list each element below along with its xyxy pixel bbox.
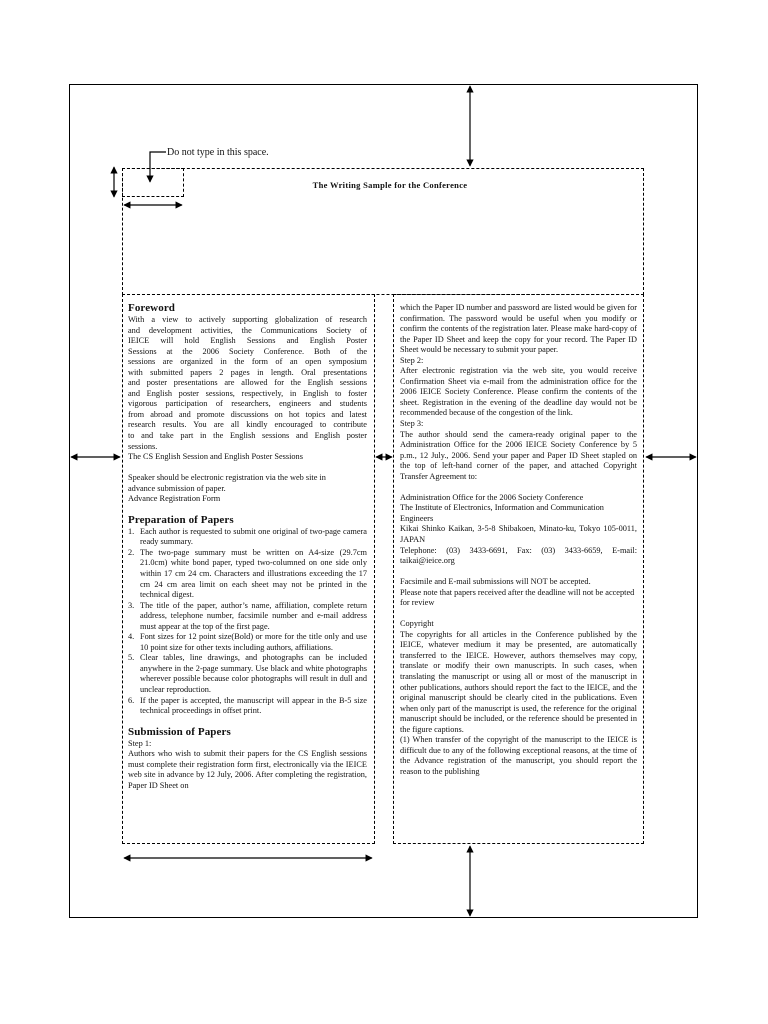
foreword-line: to and take part in the English sessions and English poster xyxy=(128,431,367,441)
speaker-line: Speaker should be electronic registration via the web site in xyxy=(128,473,326,483)
step3-label: Step 3: xyxy=(400,419,424,429)
item-text: Each author is requested to submit one original of two-page camera ready summary. xyxy=(140,526,367,547)
preparation-heading: Preparation of Papers xyxy=(128,513,234,526)
confirmation-paragraph: After electronic registration via the web site, you would receive Confirmation Sheet via e-mail from the administration office for the 2006 IEICE Society Conference. Please confirm the contents of the sheet. Registration in the evening of the deadline day would not be recommended because of the congestion of the link. xyxy=(400,366,637,418)
item-number: 1. xyxy=(128,526,135,536)
institute-line: The Institute of Electronics, Information and Communication Engineers xyxy=(400,503,604,523)
deadline-note: Please note that papers received after the deadline will not be accepted for review xyxy=(400,587,635,608)
foreword-line: vigorous participation of researchers, engineers and students xyxy=(128,399,367,409)
address-line: Kikai Shinko Kaikan, 3-5-8 Shibakoen, Minato-ku, Tokyo 105-0011, JAPAN xyxy=(400,524,637,544)
note-leader-line xyxy=(150,152,166,182)
paper-title: The Writing Sample for the Conference xyxy=(312,180,468,190)
step1-label: Step 1: xyxy=(128,738,152,748)
exception-paragraph: (1) When transfer of the copyright of the manuscript to the IEICE is difficult due to any of the following exceptional reasons, at the time of the Advance registration of the manuscript, you should report the reason to the publishing xyxy=(400,735,637,776)
do-not-type-note: Do not type in this space. xyxy=(167,147,269,158)
item-number: 4. xyxy=(128,632,135,642)
registration-form-line: Advance Registration Form xyxy=(128,494,221,504)
submission-text: Authors who wish to submit their papers for the CS English sessions must complete their registration form first, electronically via the IEICE web site in advance by 12 July, 2006. After completing the registration, Paper ID Sheet on xyxy=(128,749,367,790)
foreword-line: with submitted papers 2 pages in length. Oral presentations xyxy=(128,367,367,377)
foreword-line: and English poster sessions, respectively, in English to foster xyxy=(128,388,367,398)
sessions-line: The CS English Session and English Poster Sessions xyxy=(128,452,303,462)
item-text: Font sizes for 12 point size(Bold) or more for the title only and use 10 point size for other texts including authors, affiliations. xyxy=(140,632,367,652)
foreword-line-last: sessions. xyxy=(128,441,158,451)
item-number: 6. xyxy=(128,695,135,705)
copyright-heading: Copyright xyxy=(400,619,434,629)
contact-line: Telephone: (03) 3433-6691, Fax: (03) 3433-6659, E-mail: taikai@ieice.org xyxy=(400,545,637,566)
item-text: If the paper is accepted, the manuscript will appear in the B-5 size technical proceedings in offset print. xyxy=(140,695,367,716)
speaker-line: advance submission of paper. xyxy=(128,483,226,493)
foreword-line: Sessions at the 2006 Society Conference. Both of the xyxy=(128,346,367,356)
foreword-line: sessions are organized in the form of an open symposium xyxy=(128,357,367,367)
foreword-line: from abroad and promote discussions on hot topics and latest xyxy=(128,409,367,419)
item-text: The two-page summary must be written on A4-size (29.7cm 21.0cm) white bond paper, typed two-columned on one side only within 17 cm 24 cm. Characters and illustrations exceeding the 17 cm 24 cm area limit on each sheet may not be printed in the technical digest. xyxy=(140,547,367,600)
fax-note: Facsimile and E-mail submissions will NOT be accepted. xyxy=(400,577,591,587)
step2-label: Step 2: xyxy=(400,355,424,365)
paper-id-paragraph: which the Paper ID number and password are listed would be given for confirmation. The password would be useful when you modify or confirm the contents of the registration later. Please make hard-copy of the Paper ID Sheet and keep the copy for your record. The Paper ID Sheet would be necessary to submit your paper. xyxy=(400,303,637,355)
copyright-paragraph: The copyrights for all articles in the Conference published by the IEICE, whatever medium it may be presented, are automatically transferred to the IEICE. However, authors themselves may copy, translate or modify their own manuscripts. In such cases, when translating the manuscript or using all or most of the manuscript in other publications, authors should report the fact to the IEICE, and the original manuscript should be clearly cited in the publications. Even when only part of the manuscript is used, the reference for the original manuscript should be included, or the reference should be presented in the figure captions. xyxy=(400,629,637,734)
foreword-line: research results. You are all kindly encouraged to contribute xyxy=(128,420,367,430)
foreword-heading: Foreword xyxy=(128,302,176,314)
item-text: Clear tables, line drawings, and photographs can be included anywhere in the 2-page summary. Use black and white photographs wherever possible because color photographs will result in dull and unclear reproduction. xyxy=(140,653,367,694)
foreword-line: With a view to actively supporting globalization of research xyxy=(128,315,367,324)
foreword-line: and poster presentations are allowed for the English sessions xyxy=(128,378,367,388)
send-paper-paragraph: The author should send the camera-ready original paper to the Administration Office for the 2006 IEICE Society Conference by 5 p.m., 12 July., 2006. Send your paper and Paper ID Sheet stapled on the top of left-hand corner of the paper, and attached Copyright Transfer Agreement to: xyxy=(400,429,637,481)
foreword-line: and development activities, the Communications Society of xyxy=(128,325,367,335)
office-line: Administration Office for the 2006 Society Conference xyxy=(400,492,584,502)
item-number: 3. xyxy=(128,600,135,610)
item-text: The title of the paper, author’s name, affiliation, complete return address, telephone number, facsimile number and e-mail address must appear at the top of the first page. xyxy=(140,600,367,631)
submission-heading: Submission of Papers xyxy=(128,725,231,738)
foreword-line: IEICE will hold English Sessions and English Poster xyxy=(128,336,367,346)
item-number: 5. xyxy=(128,653,135,663)
item-number: 2. xyxy=(128,547,135,557)
